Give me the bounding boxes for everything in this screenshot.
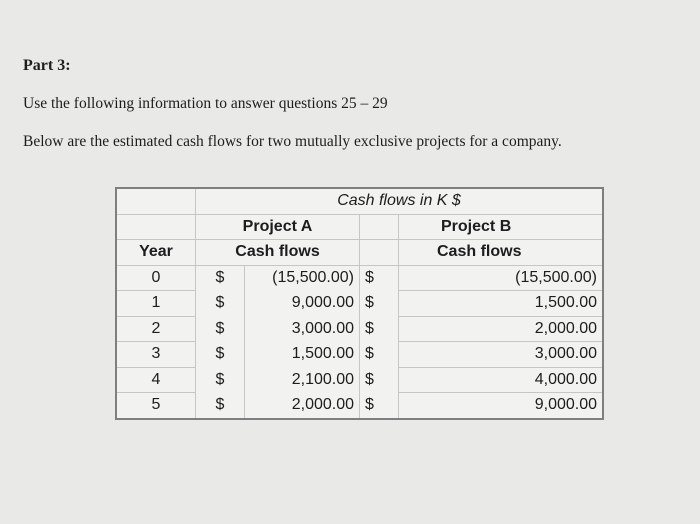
dollar-sign: $ <box>196 291 245 317</box>
project-b-value: (15,500.00) <box>399 265 604 291</box>
dollar-sign: $ <box>360 265 399 291</box>
dollar-sign: $ <box>360 316 399 342</box>
intro-text: Below are the estimated cash flows for two mutually exclusive projects for a company. <box>23 133 562 150</box>
year-cell: 3 <box>116 342 196 368</box>
year-cell: 4 <box>116 367 196 393</box>
project-b-value: 3,000.00 <box>399 342 604 368</box>
table-row <box>116 291 603 317</box>
cash-flow-table <box>115 187 604 420</box>
project-a-value: 1,500.00 <box>245 342 360 368</box>
project-b-value: 2,000.00 <box>399 316 604 342</box>
instruction-text: Use the following information to answer questions 25 – 29 <box>23 95 388 112</box>
empty-cell <box>360 214 399 240</box>
table-row <box>116 316 603 342</box>
table-row <box>116 342 603 368</box>
table-row <box>116 367 603 393</box>
year-header: Year <box>116 240 196 266</box>
project-a-value: 3,000.00 <box>245 316 360 342</box>
project-b-header: Project B <box>399 214 604 240</box>
dollar-sign: $ <box>360 342 399 368</box>
dollar-sign: $ <box>360 367 399 393</box>
dollar-sign: $ <box>196 316 245 342</box>
project-a-value: (15,500.00) <box>245 265 360 291</box>
year-cell: 5 <box>116 393 196 419</box>
cash-flows-b-header: Cash flows <box>399 240 604 266</box>
table-caption: Cash flows in K $ <box>196 188 604 214</box>
table-row <box>116 265 603 291</box>
project-b-value: 9,000.00 <box>399 393 604 419</box>
project-a-value: 2,100.00 <box>245 367 360 393</box>
project-a-value: 2,000.00 <box>245 393 360 419</box>
year-cell: 0 <box>116 265 196 291</box>
table-row <box>116 393 603 419</box>
project-a-header: Project A <box>196 214 360 240</box>
project-b-value: 1,500.00 <box>399 291 604 317</box>
dollar-sign: $ <box>196 265 245 291</box>
dollar-sign: $ <box>196 367 245 393</box>
project-b-value: 4,000.00 <box>399 367 604 393</box>
empty-cell <box>360 240 399 266</box>
project-a-value: 9,000.00 <box>245 291 360 317</box>
part-heading: Part 3: <box>23 57 71 74</box>
year-cell: 2 <box>116 316 196 342</box>
empty-cell <box>116 188 196 214</box>
dollar-sign: $ <box>196 393 245 419</box>
year-cell: 1 <box>116 291 196 317</box>
dollar-sign: $ <box>360 393 399 419</box>
dollar-sign: $ <box>360 291 399 317</box>
cash-flows-a-header: Cash flows <box>196 240 360 266</box>
dollar-sign: $ <box>196 342 245 368</box>
empty-cell <box>116 214 196 240</box>
